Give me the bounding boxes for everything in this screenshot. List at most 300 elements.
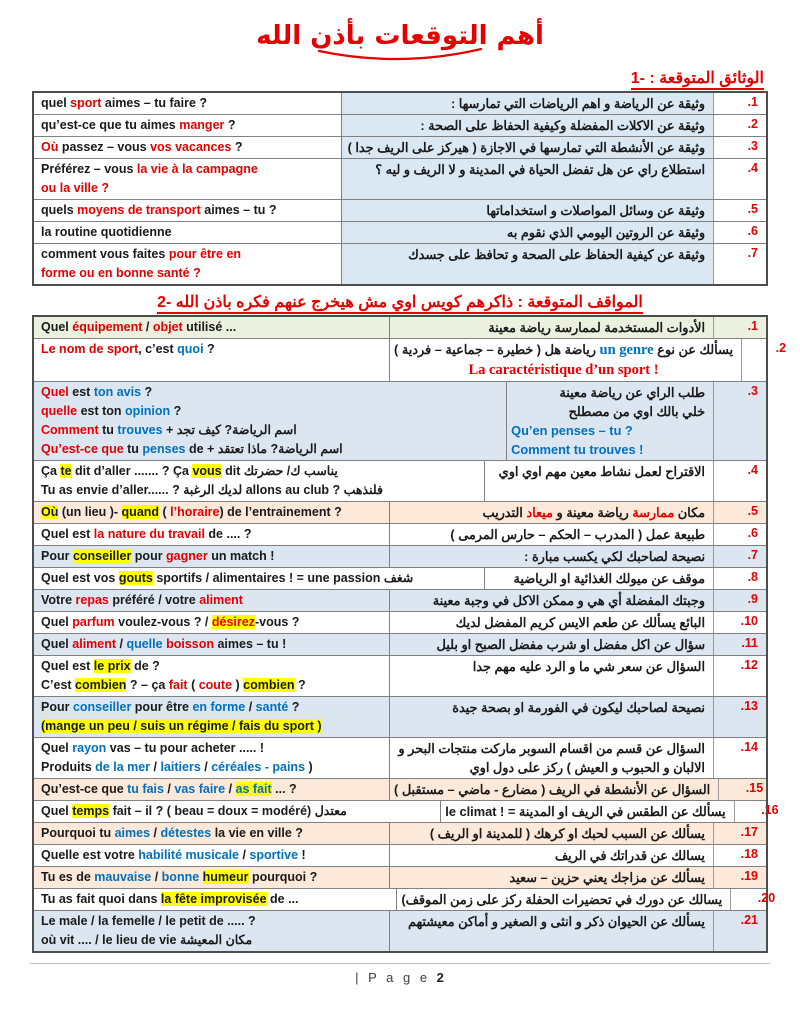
text-segment: sportive xyxy=(249,848,299,862)
text-segment: C’est xyxy=(41,678,76,692)
table-row xyxy=(34,159,766,200)
text-segment: رياضة معينة و xyxy=(552,505,633,520)
text-segment: comment vous faites xyxy=(41,247,169,261)
text-segment: يسألك عن نوع xyxy=(653,342,734,357)
text-segment: Comment xyxy=(41,423,99,437)
text-segment: فلنذهب xyxy=(343,483,383,497)
text-line xyxy=(41,868,385,887)
french-cell xyxy=(34,159,342,199)
text-segment: / xyxy=(239,848,250,862)
arabic-cell xyxy=(390,738,713,778)
text-segment: où vit .... / le lieu de vie xyxy=(41,933,180,947)
table-row xyxy=(34,568,766,590)
text-segment: moyens de transport xyxy=(77,203,201,217)
text-segment: te xyxy=(60,464,72,478)
text-segment: forme ou en bonne santé ? xyxy=(41,266,201,280)
text-segment: utilisé ... xyxy=(182,320,237,334)
text-line xyxy=(41,802,436,821)
text-line xyxy=(394,657,705,676)
text-segment: البائع يسألك عن طعم الايس كريم المفضل لديك xyxy=(455,615,705,630)
french-cell xyxy=(34,502,390,523)
text-segment: يسالك عن قدراتك في الريف xyxy=(554,848,705,863)
text-line xyxy=(489,569,705,588)
text-segment: Votre xyxy=(41,593,76,607)
text-segment: dit d’aller ....... ? Ça xyxy=(71,464,193,478)
text-line xyxy=(346,223,705,242)
text-line xyxy=(41,890,392,909)
table-row xyxy=(34,656,766,697)
text-line xyxy=(394,503,705,522)
text-segment: ( xyxy=(159,505,171,519)
table-row xyxy=(34,612,766,634)
text-line xyxy=(41,824,385,843)
text-segment: / xyxy=(163,782,175,796)
text-segment: وثيقة عن الرياضة و اهم الرياضات التي تمارسها : xyxy=(450,96,705,111)
table-row xyxy=(34,524,766,546)
text-segment: ? xyxy=(203,342,215,356)
text-segment: شغف xyxy=(383,571,414,585)
text-line xyxy=(445,802,725,821)
text-segment: tu fais xyxy=(127,782,164,796)
text-segment: as fait xyxy=(235,782,272,796)
table-row xyxy=(34,867,766,889)
text-line xyxy=(346,116,705,135)
text-line xyxy=(394,846,705,865)
text-line xyxy=(394,547,705,566)
text-line xyxy=(394,739,705,758)
text-segment: Quel xyxy=(41,804,73,818)
row-number: .15 xyxy=(718,779,771,800)
text-segment: la nature du travail xyxy=(93,527,205,541)
arabic-cell xyxy=(342,137,713,158)
text-segment: Tu as envie d’aller...... ? xyxy=(41,483,184,497)
arabic-cell xyxy=(342,159,713,199)
text-segment: habilité musicale xyxy=(138,848,239,862)
row-number: .1 xyxy=(713,317,766,338)
french-cell xyxy=(34,656,390,696)
text-line xyxy=(394,698,705,717)
text-segment: Pourquoi tu xyxy=(41,826,115,840)
table-row xyxy=(34,115,766,137)
text-segment: Préférez – vous xyxy=(41,162,137,176)
text-segment: يسألك عن الطقس في الريف او المدينة = ! le climat xyxy=(445,804,726,819)
title-text: أهم التوقعات بأذن الله xyxy=(256,21,544,51)
text-line xyxy=(41,758,385,777)
text-segment: pour être en xyxy=(168,247,242,261)
text-segment: aliment xyxy=(199,593,243,607)
arabic-cell xyxy=(390,823,713,844)
arabic-cell xyxy=(390,339,741,381)
section1-heading xyxy=(36,68,764,88)
row-number: .3 xyxy=(713,137,766,158)
text-line xyxy=(394,613,705,632)
text-segment: repas xyxy=(75,593,109,607)
text-line xyxy=(41,635,385,654)
text-segment: gouts xyxy=(118,571,153,585)
row-number: .4 xyxy=(713,461,766,501)
text-segment: allons au club ? xyxy=(242,483,344,497)
row-number: .16 xyxy=(734,801,787,822)
text-segment: Ça xyxy=(41,464,61,478)
text-segment: pourquoi ? xyxy=(248,870,318,884)
text-segment: ... ? xyxy=(271,782,297,796)
text-segment: طلب الراي عن رياضة معينة xyxy=(559,385,705,400)
text-segment: مكان xyxy=(674,505,705,520)
text-segment: Quel xyxy=(41,637,73,651)
text-segment: ( xyxy=(187,678,199,692)
french-cell xyxy=(34,546,390,567)
text-segment: يناسب ك/ حضرتك xyxy=(243,464,338,478)
text-line xyxy=(394,780,710,799)
table-row xyxy=(34,339,787,382)
text-line xyxy=(41,179,337,198)
section1-table xyxy=(32,91,768,286)
text-segment: le prix xyxy=(93,659,131,673)
text-segment: opinion xyxy=(125,404,171,418)
text-segment: objet xyxy=(152,320,183,334)
page-number: 2 xyxy=(436,970,445,985)
arabic-cell xyxy=(390,524,713,545)
text-line xyxy=(41,223,337,242)
text-segment: de ? xyxy=(130,659,160,673)
text-segment: détestes xyxy=(160,826,212,840)
text-segment: اسم الرياضة? ماذا تعتقد xyxy=(217,442,343,456)
text-segment: Le nom de sport xyxy=(41,342,139,356)
text-segment: fait – il ? ( beau = doux = modéré) xyxy=(109,804,315,818)
text-segment: vas – tu pour acheter ..... ! xyxy=(106,741,264,755)
text-segment: est ton xyxy=(77,404,126,418)
text-segment: / xyxy=(245,700,256,714)
text-segment: (un lieu )- xyxy=(58,505,122,519)
table-row xyxy=(34,382,766,461)
row-number: .4 xyxy=(713,159,766,199)
text-line xyxy=(346,201,705,220)
table-row xyxy=(34,801,779,823)
text-line xyxy=(346,94,705,113)
section2-heading-text: 2- المواقف المتوقعة : ذاكرهم كويس اوي مش هيخرج عنهم فكره باذن الله xyxy=(157,294,643,314)
text-line xyxy=(41,201,337,220)
text-segment: un match ! xyxy=(207,549,275,563)
text-segment: trouves xyxy=(117,423,163,437)
text-segment: en forme xyxy=(192,700,246,714)
row-number: .6 xyxy=(713,222,766,243)
text-segment: Quel xyxy=(41,320,73,334)
french-cell xyxy=(34,590,390,611)
row-number: .7 xyxy=(713,546,766,567)
table-row xyxy=(34,634,766,656)
text-line xyxy=(394,591,705,610)
text-segment: aliment xyxy=(72,637,117,651)
text-line xyxy=(41,717,385,736)
text-segment: ? xyxy=(288,700,300,714)
text-line xyxy=(41,116,337,135)
text-segment: الأدوات المستخدمة لممارسة رياضة معينة xyxy=(488,320,705,335)
text-segment: coute xyxy=(198,678,233,692)
text-segment: conseiller xyxy=(72,549,132,563)
text-segment: ) de l’entrainement ? xyxy=(219,505,342,519)
text-segment: de la mer xyxy=(95,760,151,774)
french-cell xyxy=(34,461,485,501)
text-segment: équipement xyxy=(72,320,143,334)
table-row xyxy=(34,738,766,779)
french-cell xyxy=(34,93,342,114)
row-number: .13 xyxy=(713,697,766,737)
french-cell xyxy=(34,244,342,284)
text-segment: / xyxy=(142,320,153,334)
text-segment: , c’est xyxy=(138,342,178,356)
french-cell xyxy=(34,738,390,778)
table-row xyxy=(34,546,766,568)
row-number: .2 xyxy=(741,339,794,381)
text-line xyxy=(41,383,502,402)
text-line xyxy=(394,340,733,360)
text-segment: اسم الرياضة? كيف تجد xyxy=(176,423,297,437)
text-segment: fait xyxy=(168,678,188,692)
text-segment: السؤال عن الأنشطة في الريف ( مضارع - ماضي – مستقبل ) xyxy=(394,782,711,797)
arabic-cell xyxy=(390,845,713,866)
text-segment: La caractéristique d’un sport ! xyxy=(468,362,659,378)
text-line xyxy=(394,360,733,380)
french-cell xyxy=(34,779,390,800)
french-cell xyxy=(34,889,397,910)
text-segment: vous xyxy=(192,464,222,478)
french-cell xyxy=(34,222,342,243)
text-line xyxy=(41,613,385,632)
text-line xyxy=(41,402,502,421)
text-segment: combien xyxy=(243,678,295,692)
arabic-cell xyxy=(397,889,730,910)
section2-heading xyxy=(36,292,764,312)
french-cell xyxy=(34,634,390,655)
row-number: .20 xyxy=(730,889,783,910)
text-segment: استطلاع راي عن هل تفضل الحياة في المدينة و لا الريف و ليه ؟ xyxy=(375,162,705,177)
text-segment: -vous ? xyxy=(254,615,300,629)
row-number: .19 xyxy=(713,867,766,888)
text-segment: Quel xyxy=(41,385,69,399)
arabic-cell xyxy=(390,590,713,611)
text-line xyxy=(41,440,502,459)
text-line xyxy=(41,698,385,717)
text-segment: sportifs / alimentaires ! = une passion xyxy=(152,571,384,585)
text-line xyxy=(41,912,385,931)
text-segment: طبيعة عمل ( المدرب – الحكم – حارس المرمى ) xyxy=(450,527,705,542)
text-segment: humeur xyxy=(202,870,249,884)
footer-label: | P a g e xyxy=(355,970,431,985)
text-segment: / xyxy=(150,760,161,774)
text-segment: Produits xyxy=(41,760,96,774)
text-line xyxy=(41,739,385,758)
row-number: .7 xyxy=(713,244,766,284)
row-number: .14 xyxy=(713,738,766,778)
table-row xyxy=(34,200,766,222)
text-segment: boisson xyxy=(166,637,214,651)
arabic-cell xyxy=(485,568,713,589)
arabic-cell xyxy=(390,656,713,696)
text-line xyxy=(394,758,705,777)
text-line xyxy=(401,890,722,909)
row-number: .1 xyxy=(713,93,766,114)
text-line xyxy=(41,525,385,544)
arabic-cell xyxy=(390,546,713,567)
text-line xyxy=(346,138,705,157)
text-segment: céréales - pains xyxy=(211,760,306,774)
text-line xyxy=(511,402,705,421)
text-line xyxy=(511,383,705,402)
text-segment: ? xyxy=(170,404,182,418)
text-segment: وثيقة عن الاكلات المفضلة وكيفية الحفاظ على الصحة : xyxy=(420,118,705,133)
text-segment: نصيحة لصاحبك ليكون في الفورمة او بصحة جيدة xyxy=(452,700,705,715)
text-segment: Quel est xyxy=(41,527,94,541)
text-segment: / xyxy=(200,760,212,774)
text-segment: / xyxy=(225,782,236,796)
text-segment: / xyxy=(150,826,161,840)
text-segment: خلي بالك اوي من مصطلح xyxy=(568,404,705,419)
text-segment: يسألك عن الحيوان ذكر و انثى و الصغير و أماكن معيشتهم xyxy=(407,914,705,929)
arabic-cell xyxy=(390,634,713,655)
text-segment: السؤال عن قسم من اقسام السوبر ماركت منتجات البحر و xyxy=(398,741,705,756)
french-cell xyxy=(34,845,390,866)
text-segment: Tu es de xyxy=(41,870,95,884)
french-cell xyxy=(34,823,390,844)
text-segment: quelle xyxy=(41,404,78,418)
text-line xyxy=(41,94,337,113)
french-cell xyxy=(34,697,390,737)
row-number: .6 xyxy=(713,524,766,545)
arabic-cell xyxy=(390,502,713,523)
arabic-cell xyxy=(390,779,718,800)
arabic-cell xyxy=(390,697,713,737)
row-number: .5 xyxy=(713,200,766,221)
text-segment: pour xyxy=(131,549,167,563)
text-line xyxy=(41,547,385,566)
text-segment: quel xyxy=(41,96,71,110)
footer-divider xyxy=(30,963,770,964)
text-segment: Quel est vos xyxy=(41,571,119,585)
text-segment: bonne xyxy=(161,870,200,884)
text-segment: sport xyxy=(70,96,102,110)
text-segment: manger xyxy=(179,118,225,132)
french-cell xyxy=(34,339,390,381)
arabic-cell xyxy=(342,200,713,221)
row-number: .9 xyxy=(713,590,766,611)
arabic-cell xyxy=(342,93,713,114)
text-segment: l’horaire xyxy=(170,505,220,519)
page-footer xyxy=(0,970,800,985)
text-segment: الالبان و الحبوب و العيش ) ركز على دول اوي xyxy=(469,760,705,775)
text-line xyxy=(41,245,337,264)
text-segment: سؤال عن اكل مفضل او شرب مفضل الصبح او بليل xyxy=(436,637,705,652)
text-segment: quand xyxy=(121,505,160,519)
text-segment: pour être xyxy=(131,700,193,714)
section1-heading-text: 1- الوثائق المتوقعة : xyxy=(631,70,764,90)
text-line xyxy=(511,421,705,440)
text-segment: + xyxy=(162,423,177,437)
text-segment: موقف عن ميولك الغذائية او الرياضية xyxy=(513,571,705,586)
text-segment: la vie à la campagne xyxy=(136,162,258,176)
text-line xyxy=(394,868,705,887)
text-segment: passez – vous xyxy=(58,140,151,154)
text-line xyxy=(41,481,480,500)
text-segment: Pour xyxy=(41,549,73,563)
text-segment: préféré / votre xyxy=(108,593,200,607)
text-segment: la vie en ville ? xyxy=(211,826,303,840)
text-segment: ! xyxy=(298,848,306,862)
french-cell xyxy=(34,612,390,633)
text-segment: Quelle est votre xyxy=(41,848,139,862)
text-segment: temps xyxy=(72,804,110,818)
text-segment: aimes – tu ! xyxy=(213,637,287,651)
text-segment: ميعاد xyxy=(526,505,553,520)
text-segment: aimes – tu faire ? xyxy=(101,96,208,110)
text-line xyxy=(394,318,705,337)
text-segment: laitiers xyxy=(160,760,201,774)
text-segment: Pour xyxy=(41,700,73,714)
text-segment: يسألك عن مزاجك يعني حزين – سعيد xyxy=(509,870,705,885)
table-row xyxy=(34,889,776,911)
text-segment: ? – ça xyxy=(126,678,169,692)
table-row xyxy=(34,244,766,284)
french-cell xyxy=(34,115,342,136)
text-line xyxy=(41,462,480,481)
arabic-cell xyxy=(390,612,713,633)
text-segment: Où xyxy=(41,140,59,154)
text-segment: ton avis xyxy=(93,385,142,399)
text-segment: vos vacances xyxy=(150,140,232,154)
row-number: .5 xyxy=(713,502,766,523)
text-segment: quoi xyxy=(177,342,204,356)
section2-table xyxy=(32,315,787,953)
row-number: .12 xyxy=(713,656,766,696)
text-segment: وثيقة عن الأنشطة التي تمارسها في الاجازة ( هيركز على الريف جدا ) xyxy=(347,140,705,155)
french-cell xyxy=(34,801,441,822)
table-row xyxy=(34,317,766,339)
french-cell xyxy=(34,200,342,221)
arabic-cell xyxy=(390,867,713,888)
text-line xyxy=(394,525,705,544)
text-line xyxy=(41,657,385,676)
text-segment: لديك الرغبة xyxy=(183,483,243,497)
text-line xyxy=(41,421,502,440)
text-segment: Quel xyxy=(41,741,73,755)
text-line xyxy=(394,635,705,654)
row-number: .11 xyxy=(713,634,766,655)
text-line xyxy=(41,160,337,179)
text-segment: gagner xyxy=(166,549,208,563)
arabic-cell xyxy=(342,115,713,136)
text-segment: ) xyxy=(305,760,313,774)
french-cell xyxy=(34,568,485,589)
text-segment: la fête improvisée xyxy=(160,892,267,906)
text-segment: voulez-vous ? / xyxy=(114,615,212,629)
french-cell xyxy=(34,137,342,158)
text-segment: tu xyxy=(123,442,143,456)
text-segment: désirez xyxy=(211,615,255,629)
text-segment: la routine quotidienne xyxy=(41,225,172,239)
arabic-cell xyxy=(342,244,713,284)
text-segment: mauvaise xyxy=(94,870,152,884)
text-segment: aimes xyxy=(114,826,151,840)
text-segment: conseiller xyxy=(72,700,132,714)
table-row xyxy=(34,461,766,502)
text-segment: quelle xyxy=(126,637,163,651)
text-line xyxy=(41,569,480,588)
text-line xyxy=(41,264,337,283)
text-line xyxy=(346,160,705,179)
text-segment: Quel est xyxy=(41,659,94,673)
text-segment: ? xyxy=(231,140,243,154)
french-cell xyxy=(34,317,390,338)
text-segment: ? xyxy=(141,385,153,399)
